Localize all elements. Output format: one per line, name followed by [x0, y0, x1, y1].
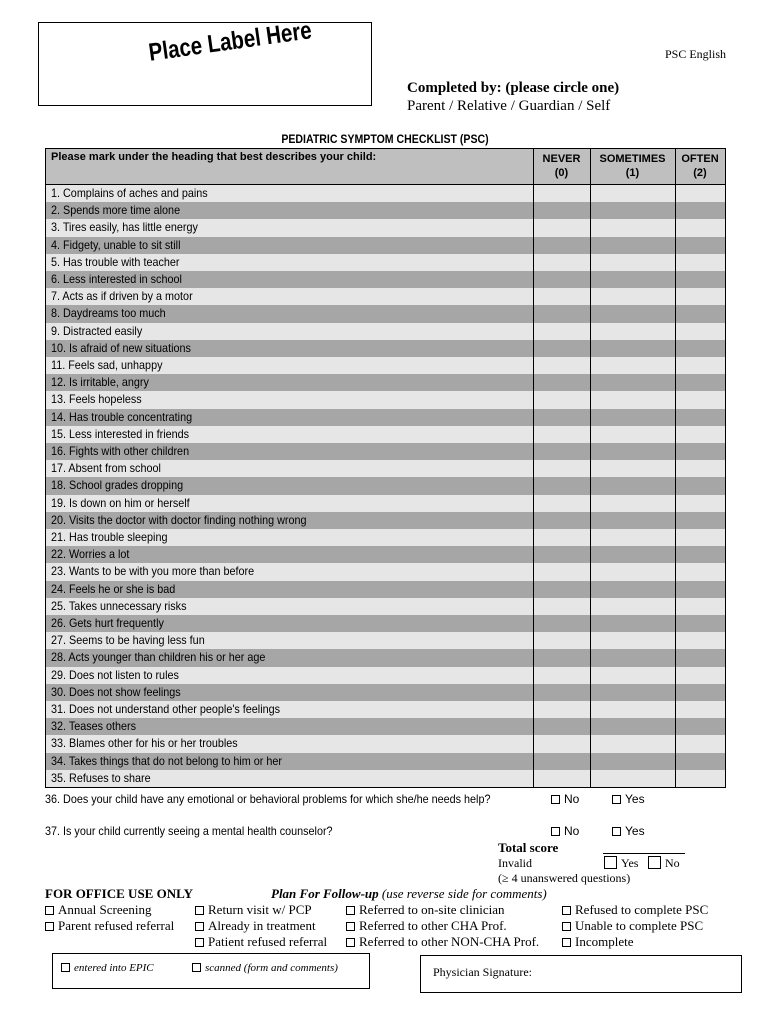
- table-row: [46, 615, 725, 632]
- table-row: [46, 409, 725, 426]
- form-title: PEDIATRIC SYMPTOM CHECKLIST (PSC): [281, 132, 489, 146]
- table-row: [46, 288, 725, 305]
- response-cell-sometimes[interactable]: [590, 770, 675, 787]
- response-cell-often[interactable]: [675, 409, 725, 426]
- symptom-item: 29. Does not listen to rules: [51, 667, 179, 682]
- office-option-unable-complete[interactable]: [562, 918, 703, 934]
- symptom-item: 13. Feels hopeless: [51, 392, 142, 407]
- table-row: [46, 632, 725, 649]
- symptom-item: 33. Blames other for his or her troubles: [51, 736, 238, 751]
- table-row: [46, 649, 725, 666]
- invalid-no-label: No: [665, 856, 680, 870]
- response-cell-never[interactable]: [533, 202, 590, 219]
- checkbox-icon[interactable]: [346, 938, 355, 947]
- response-cell-never[interactable]: [533, 615, 590, 632]
- symptom-item: 18. School grades dropping: [51, 478, 184, 493]
- symptom-item: 7. Acts as if driven by a motor: [51, 289, 193, 304]
- epic-box: [52, 953, 370, 989]
- unanswered-note: (≥ 4 unanswered questions): [498, 871, 631, 885]
- q36-yes-option[interactable]: [612, 792, 645, 806]
- response-cell-never[interactable]: [533, 753, 590, 770]
- response-cell-often[interactable]: [675, 735, 725, 752]
- question-36: 36. Does your child have any emotional or behavioral problems for which she/he needs help?: [45, 792, 491, 806]
- response-cell-sometimes[interactable]: [590, 753, 675, 770]
- response-cell-sometimes[interactable]: [590, 529, 675, 546]
- column-sometimes-score: (1): [625, 167, 640, 179]
- response-cell-often[interactable]: [675, 615, 725, 632]
- response-cell-often[interactable]: [675, 288, 725, 305]
- response-cell-sometimes[interactable]: [590, 598, 675, 615]
- table-row: [46, 684, 725, 701]
- table-row: [46, 185, 725, 202]
- response-cell-often[interactable]: [675, 426, 725, 443]
- response-cell-never[interactable]: [533, 271, 590, 288]
- symptom-checklist-table: [45, 148, 726, 788]
- table-row: [46, 391, 725, 408]
- plan-follow-up: [271, 886, 547, 902]
- symptom-item: 31. Does not understand other people's feelings: [51, 702, 281, 716]
- response-cell-often[interactable]: [675, 323, 725, 340]
- response-cell-sometimes[interactable]: [590, 391, 675, 408]
- scanned-option[interactable]: [192, 962, 338, 974]
- symptom-item: 30. Does not show feelings: [51, 684, 181, 699]
- office-option-other-non-cha[interactable]: [346, 934, 539, 950]
- table-row: [46, 460, 725, 477]
- response-cell-often[interactable]: [675, 684, 725, 701]
- response-cell-never[interactable]: [533, 477, 590, 494]
- q37-yes-option[interactable]: [612, 824, 645, 838]
- option-label: Return visit w/ PCP: [208, 902, 312, 917]
- symptom-item: 2. Spends more time alone: [51, 203, 181, 218]
- response-cell-sometimes[interactable]: [590, 546, 675, 563]
- table-row: [46, 667, 725, 684]
- column-often-score: (2): [693, 167, 707, 179]
- table-row: [46, 477, 725, 494]
- table-row: [46, 495, 725, 512]
- option-label: Parent refused referral: [58, 918, 175, 933]
- response-cell-often[interactable]: [675, 667, 725, 684]
- symptom-item: 22. Worries a lot: [51, 547, 130, 562]
- response-cell-sometimes[interactable]: [590, 735, 675, 752]
- table-row: [46, 701, 725, 718]
- response-cell-sometimes[interactable]: [590, 323, 675, 340]
- table-row: [46, 357, 725, 374]
- response-cell-never[interactable]: [533, 598, 590, 615]
- office-option-parent-refused[interactable]: [45, 918, 174, 934]
- invalid-yes-option[interactable]: [604, 856, 638, 871]
- epic-label: entered into EPIC: [74, 962, 154, 974]
- response-cell-never[interactable]: [533, 632, 590, 649]
- response-cell-never[interactable]: [533, 340, 590, 357]
- response-cell-sometimes[interactable]: [590, 185, 675, 202]
- response-cell-never[interactable]: [533, 770, 590, 787]
- office-option-already-treatment[interactable]: [195, 918, 316, 934]
- checkbox-icon[interactable]: [612, 827, 621, 836]
- response-cell-sometimes[interactable]: [590, 374, 675, 391]
- option-label: Incomplete: [575, 934, 634, 949]
- response-cell-often[interactable]: [675, 443, 725, 460]
- table-row: [46, 546, 725, 563]
- response-cell-often[interactable]: [675, 357, 725, 374]
- response-cell-often[interactable]: [675, 649, 725, 666]
- symptom-item: 24. Feels he or she is bad: [51, 581, 176, 596]
- response-cell-sometimes[interactable]: [590, 219, 675, 236]
- symptom-item: 9. Distracted easily: [51, 323, 143, 338]
- response-cell-often[interactable]: [675, 581, 725, 598]
- checkbox-icon[interactable]: [648, 856, 661, 869]
- response-cell-often[interactable]: [675, 718, 725, 735]
- response-cell-often[interactable]: [675, 529, 725, 546]
- response-cell-often[interactable]: [675, 391, 725, 408]
- office-option-return-visit[interactable]: [195, 902, 312, 918]
- checkbox-icon[interactable]: [562, 938, 571, 947]
- checkbox-icon[interactable]: [562, 906, 571, 915]
- response-cell-sometimes[interactable]: [590, 495, 675, 512]
- symptom-item: 35. Refuses to share: [51, 770, 151, 785]
- physician-signature-label: Physician Signature:: [433, 965, 532, 979]
- response-cell-sometimes[interactable]: [590, 632, 675, 649]
- symptom-item: 32. Teases others: [51, 719, 137, 734]
- label-placeholder: Place Label Here: [146, 16, 314, 67]
- office-option-annual-screening[interactable]: [45, 902, 152, 918]
- scanned-label: scanned (form and comments): [205, 962, 338, 974]
- response-cell-never[interactable]: [533, 563, 590, 580]
- question-37: 37. Is your child currently seeing a mental health counselor?: [45, 824, 333, 838]
- column-divider: [675, 149, 676, 787]
- response-cell-sometimes[interactable]: [590, 426, 675, 443]
- office-option-onsite-clinician[interactable]: [346, 902, 504, 918]
- response-cell-never[interactable]: [533, 718, 590, 735]
- table-row: [46, 512, 725, 529]
- table-row: [46, 323, 725, 340]
- q36-no-option[interactable]: [551, 792, 579, 806]
- response-cell-never[interactable]: [533, 219, 590, 236]
- symptom-item: 4. Fidgety, unable to sit still: [51, 237, 181, 252]
- symptom-item: 23. Wants to be with you more than before: [51, 564, 255, 579]
- option-label: Referred to other NON-CHA Prof.: [359, 934, 540, 949]
- table-row: [46, 340, 725, 357]
- completed-by-title: Completed by: (please circle one): [407, 80, 620, 96]
- response-cell-never[interactable]: [533, 185, 590, 202]
- checkbox-icon[interactable]: [195, 906, 204, 915]
- table-row: [46, 718, 725, 735]
- response-cell-never[interactable]: [533, 735, 590, 752]
- response-cell-never[interactable]: [533, 391, 590, 408]
- table-row: [46, 735, 725, 752]
- table-instruction: Please mark under the heading that best describes your child:: [46, 149, 533, 185]
- column-never-label: NEVER: [542, 153, 581, 165]
- checkbox-icon[interactable]: [551, 795, 560, 804]
- symptom-item: 27. Seems to be having less fun: [51, 633, 205, 648]
- response-cell-sometimes[interactable]: [590, 443, 675, 460]
- checkbox-icon[interactable]: [45, 906, 54, 915]
- option-label: Annual Screening: [58, 902, 152, 917]
- language-tag: PSC English: [664, 47, 726, 61]
- response-cell-often[interactable]: [675, 460, 725, 477]
- response-cell-never[interactable]: [533, 460, 590, 477]
- symptom-item: 17. Absent from school: [51, 461, 161, 476]
- symptom-item: 21. Has trouble sleeping: [51, 530, 168, 544]
- invalid-no-option[interactable]: [648, 856, 680, 871]
- response-cell-often[interactable]: [675, 340, 725, 357]
- response-cell-never[interactable]: [533, 305, 590, 322]
- checkbox-icon[interactable]: [346, 922, 355, 931]
- response-cell-never[interactable]: [533, 581, 590, 598]
- office-option-patient-refused[interactable]: [195, 934, 327, 950]
- column-sometimes: [590, 149, 675, 185]
- response-cell-sometimes[interactable]: [590, 271, 675, 288]
- response-cell-never[interactable]: [533, 667, 590, 684]
- office-option-incomplete[interactable]: [562, 934, 633, 950]
- symptom-item: 10. Is afraid of new situations: [51, 340, 191, 355]
- response-cell-sometimes[interactable]: [590, 460, 675, 477]
- q37-yes-label: Yes: [625, 824, 645, 838]
- response-cell-often[interactable]: [675, 477, 725, 494]
- symptom-item: 26. Gets hurt frequently: [51, 616, 164, 630]
- checkbox-icon[interactable]: [551, 827, 560, 836]
- response-cell-never[interactable]: [533, 237, 590, 254]
- option-label: Referred to other CHA Prof.: [359, 918, 507, 933]
- table-row: [46, 529, 725, 546]
- response-cell-sometimes[interactable]: [590, 202, 675, 219]
- symptom-item: 16. Fights with other children: [51, 444, 190, 458]
- response-cell-sometimes[interactable]: [590, 254, 675, 271]
- response-cell-never[interactable]: [533, 357, 590, 374]
- symptom-item: 15. Less interested in friends: [51, 426, 190, 441]
- response-cell-often[interactable]: [675, 237, 725, 254]
- symptom-item: 8. Daydreams too much: [51, 306, 166, 321]
- table-row: [46, 305, 725, 322]
- response-cell-never[interactable]: [533, 529, 590, 546]
- response-cell-never[interactable]: [533, 426, 590, 443]
- checkbox-icon[interactable]: [195, 922, 204, 931]
- response-cell-sometimes[interactable]: [590, 237, 675, 254]
- column-never-score: (0): [554, 167, 569, 179]
- response-cell-often[interactable]: [675, 495, 725, 512]
- table-row: [46, 254, 725, 271]
- checkbox-icon[interactable]: [604, 856, 617, 869]
- plan-note: (use reverse side for comments): [381, 886, 547, 901]
- response-cell-sometimes[interactable]: [590, 409, 675, 426]
- table-row: [46, 770, 725, 787]
- table-row: [46, 581, 725, 598]
- response-cell-often[interactable]: [675, 770, 725, 787]
- table-row: [46, 237, 725, 254]
- response-cell-often[interactable]: [675, 219, 725, 236]
- plan-title: Plan For Follow-up: [271, 886, 379, 901]
- response-cell-never[interactable]: [533, 701, 590, 718]
- table-row: [46, 374, 725, 391]
- symptom-item: 14. Has trouble concentrating: [51, 409, 193, 424]
- response-cell-often[interactable]: [675, 185, 725, 202]
- checkbox-icon[interactable]: [45, 922, 54, 931]
- symptom-item: 6. Less interested in school: [51, 272, 182, 286]
- response-cell-sometimes[interactable]: [590, 649, 675, 666]
- office-use-title: FOR OFFICE USE ONLY: [45, 886, 193, 901]
- option-label: Unable to complete PSC: [575, 918, 704, 933]
- table-row: [46, 443, 725, 460]
- option-label: Refused to complete PSC: [575, 902, 709, 917]
- response-cell-never[interactable]: [533, 649, 590, 666]
- checkbox-icon[interactable]: [346, 906, 355, 915]
- response-cell-often[interactable]: [675, 374, 725, 391]
- symptom-item: 20. Visits the doctor with doctor finding nothing wrong: [51, 512, 307, 527]
- table-row: [46, 219, 725, 236]
- response-cell-never[interactable]: [533, 495, 590, 512]
- response-cell-never[interactable]: [533, 374, 590, 391]
- response-cell-sometimes[interactable]: [590, 340, 675, 357]
- checkbox-icon[interactable]: [612, 795, 621, 804]
- checkbox-icon[interactable]: [562, 922, 571, 931]
- respondent-options[interactable]: Parent / Relative / Guardian / Self: [407, 98, 611, 114]
- response-cell-often[interactable]: [675, 701, 725, 718]
- response-cell-never[interactable]: [533, 323, 590, 340]
- response-cell-often[interactable]: [675, 632, 725, 649]
- total-score-label: Total score: [498, 840, 559, 855]
- response-cell-never[interactable]: [533, 546, 590, 563]
- symptom-item: 25. Takes unnecessary risks: [51, 598, 187, 613]
- symptom-item: 1. Complains of aches and pains: [51, 186, 208, 200]
- column-often-label: OFTEN: [681, 153, 719, 165]
- table-row: [46, 426, 725, 443]
- symptom-item: 3. Tires easily, has little energy: [51, 220, 198, 235]
- response-cell-sometimes[interactable]: [590, 615, 675, 632]
- column-often: [675, 149, 725, 185]
- epic-option[interactable]: [61, 962, 154, 974]
- table-row: [46, 202, 725, 219]
- response-cell-sometimes[interactable]: [590, 288, 675, 305]
- invalid-yes-label: Yes: [621, 856, 639, 870]
- response-cell-sometimes[interactable]: [590, 563, 675, 580]
- response-cell-sometimes[interactable]: [590, 477, 675, 494]
- response-cell-often[interactable]: [675, 512, 725, 529]
- response-cell-often[interactable]: [675, 271, 725, 288]
- symptom-item: 28. Acts younger than children his or her age: [51, 650, 266, 665]
- table-row: [46, 598, 725, 615]
- response-cell-sometimes[interactable]: [590, 684, 675, 701]
- q36-yes-label: Yes: [625, 792, 645, 806]
- response-cell-often[interactable]: [675, 254, 725, 271]
- column-sometimes-label: SOMETIMES: [599, 153, 666, 165]
- response-cell-often[interactable]: [675, 598, 725, 615]
- total-score-field[interactable]: [603, 853, 685, 854]
- response-cell-sometimes[interactable]: [590, 667, 675, 684]
- table-row: [46, 271, 725, 288]
- response-cell-never[interactable]: [533, 254, 590, 271]
- response-cell-often[interactable]: [675, 202, 725, 219]
- response-cell-sometimes[interactable]: [590, 357, 675, 374]
- response-cell-sometimes[interactable]: [590, 581, 675, 598]
- q37-no-label: No: [564, 824, 580, 838]
- office-option-other-cha[interactable]: [346, 918, 507, 934]
- table-row: [46, 753, 725, 770]
- physician-signature-field[interactable]: [420, 955, 742, 993]
- q36-no-label: No: [564, 792, 580, 806]
- checkbox-icon[interactable]: [192, 963, 201, 972]
- response-cell-never[interactable]: [533, 443, 590, 460]
- response-cell-often[interactable]: [675, 546, 725, 563]
- option-label: Referred to on-site clinician: [359, 902, 505, 917]
- invalid-label: Invalid: [498, 856, 532, 870]
- response-cell-often[interactable]: [675, 563, 725, 580]
- checkbox-icon[interactable]: [61, 963, 70, 972]
- option-label: Patient refused referral: [208, 934, 328, 949]
- column-divider: [533, 149, 534, 787]
- column-divider: [590, 149, 591, 787]
- response-cell-never[interactable]: [533, 512, 590, 529]
- symptom-item: 11. Feels sad, unhappy: [51, 358, 163, 372]
- response-cell-sometimes[interactable]: [590, 718, 675, 735]
- symptom-item: 19. Is down on him or herself: [51, 495, 190, 510]
- symptom-item: 12. Is irritable, angry: [51, 375, 149, 390]
- office-option-refused-complete[interactable]: [562, 902, 708, 918]
- response-cell-never[interactable]: [533, 684, 590, 701]
- column-never: [533, 149, 590, 185]
- response-cell-often[interactable]: [675, 753, 725, 770]
- q37-no-option[interactable]: [551, 824, 579, 838]
- checkbox-icon[interactable]: [195, 938, 204, 947]
- response-cell-sometimes[interactable]: [590, 512, 675, 529]
- response-cell-never[interactable]: [533, 288, 590, 305]
- response-cell-often[interactable]: [675, 305, 725, 322]
- table-row: [46, 563, 725, 580]
- label-box: [38, 16, 372, 106]
- symptom-item: 5. Has trouble with teacher: [51, 254, 180, 269]
- response-cell-sometimes[interactable]: [590, 701, 675, 718]
- symptom-item: 34. Takes things that do not belong to him or her: [51, 753, 282, 768]
- response-cell-sometimes[interactable]: [590, 305, 675, 322]
- response-cell-never[interactable]: [533, 409, 590, 426]
- option-label: Already in treatment: [208, 918, 316, 933]
